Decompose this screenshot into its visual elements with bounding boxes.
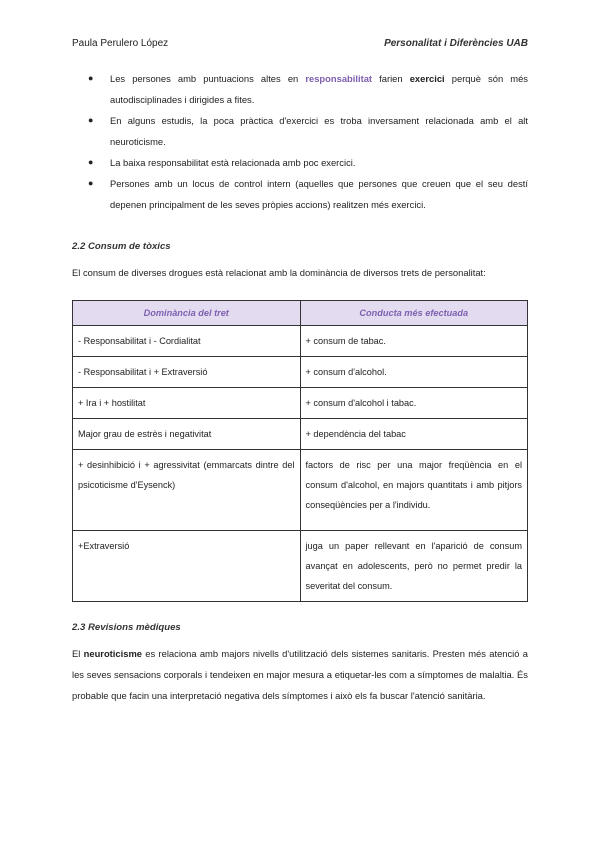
table-row	[73, 388, 528, 419]
table-cell: +Extraversió	[73, 531, 301, 602]
bullet-list	[72, 68, 528, 215]
table-row	[73, 326, 528, 357]
table-header-row	[73, 301, 528, 326]
table-cell: - Responsabilitat i - Cordialitat	[73, 326, 301, 357]
bullet-icon: ●	[88, 178, 94, 188]
keyword-responsabilitat: responsabilitat	[305, 73, 373, 84]
table-header-cell: Conducta més efectuada	[300, 301, 528, 326]
table-cell: + consum de tabac.	[300, 326, 528, 357]
section-paragraph-revisions: El neuroticisme es relaciona amb majors nivells d'utilització dels sistemes sanitaris. Presten més atenció a les seves sensacions corporals i tendeixen en major mesura a etiquetar-les com a símptomes de malaltia. És probable que facin una interpretació negativa dels símptomes i això els fa buscar l'atenció sanitària.	[72, 648, 528, 701]
list-item: ● Persones amb un locus de control intern (aquelles que persones que creuen que el seu destí depenen principalment de les seves pròpies accions) realitzen més exercici.	[72, 173, 528, 215]
table-row	[73, 357, 528, 388]
page-header	[72, 38, 528, 52]
list-item: ● En alguns estudis, la poca pràctica d'exercici es troba inversament relacionada amb el alt neuroticisme.	[72, 110, 528, 152]
table-row	[73, 531, 528, 602]
list-item: ● Les persones amb puntuacions altes en responsabilitat farien exercici perquè són més autodisciplinades i dirigides a fites.	[72, 68, 528, 110]
keyword-neuroticisme: neuroticisme	[83, 648, 142, 659]
table-header-cell: Dominància del tret	[73, 301, 301, 326]
table-row	[73, 419, 528, 450]
list-item: ● La baixa responsabilitat està relacionada amb poc exercici.	[72, 152, 528, 173]
section-heading-toxics: 2.2 Consum de tòxics	[72, 241, 171, 252]
bullet-icon: ●	[88, 115, 94, 125]
table-cell: Major grau de estrès i negativitat	[73, 419, 301, 450]
keyword-exercici: exercici	[409, 73, 445, 84]
table-cell: juga un paper rellevant en l'aparició de consum avançat en adolescents, però no permet predir la severitat del consum.	[300, 531, 528, 602]
table-cell: + consum d'alcohol i tabac.	[300, 388, 528, 419]
table-cell: + desinhibició i + agressivitat (emmarcats dintre del psicoticisme d'Eysenck)	[73, 450, 301, 531]
section-heading-revisions: 2.3 Revisions mèdiques	[72, 622, 181, 633]
traits-table	[72, 300, 528, 602]
header-course: Personalitat i Diferències UAB	[384, 38, 528, 49]
table-cell: factors de risc per una major freqüència en el consum d'alcohol, en majors quantitats i amb pitjors conseqüències per a l'individu.	[300, 450, 528, 531]
header-author: Paula Perulero López	[72, 38, 169, 49]
bullet-icon: ●	[88, 73, 94, 83]
table-cell: + dependència del tabac	[300, 419, 528, 450]
bullet-icon: ●	[88, 157, 94, 167]
table-row	[73, 450, 528, 531]
table-cell: - Responsabilitat i + Extraversió	[73, 357, 301, 388]
page-content	[72, 68, 528, 706]
section-intro-toxics: El consum de diverses drogues està relacionat amb la dominància de diversos trets de personalitat:	[72, 267, 486, 278]
table-cell: + consum d'alcohol.	[300, 357, 528, 388]
table-cell: + Ira i + hostilitat	[73, 388, 301, 419]
